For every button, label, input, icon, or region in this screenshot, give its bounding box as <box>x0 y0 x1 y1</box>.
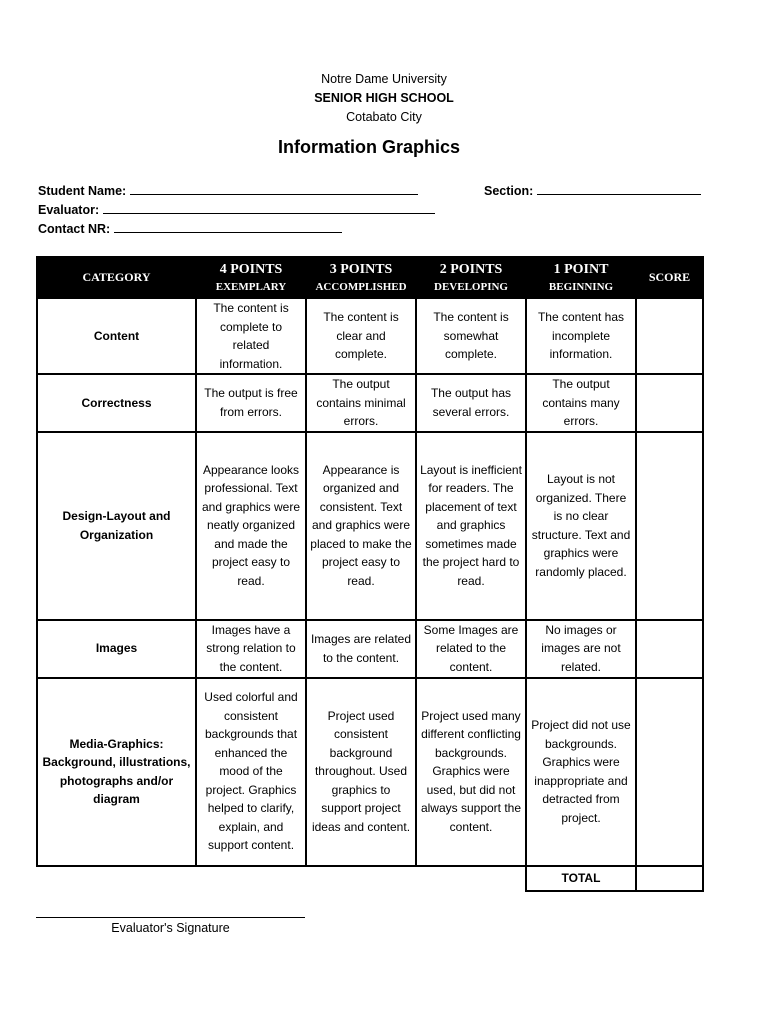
document-title: Information Graphics <box>277 137 461 157</box>
criteria-cell: Appearance looks professional. Text and graphics were neatly organized and made the project easy to read. <box>196 432 306 620</box>
student-name-field <box>38 181 418 198</box>
criteria-cell: Layout is inefficient for readers. The placement of text and graphics sometimes made the project hard to read. <box>416 432 526 620</box>
student-name-label: Student Name: <box>38 184 127 198</box>
total-label: TOTAL <box>526 866 636 891</box>
contact-field <box>38 219 342 236</box>
category-images: Images <box>37 620 196 678</box>
criteria-cell: Appearance is organized and consistent. Text and graphics were placed to make the project easy to read. <box>306 432 416 620</box>
score-cell[interactable] <box>636 620 703 678</box>
total-row <box>37 866 703 891</box>
evaluator-blank[interactable] <box>103 200 435 214</box>
category-content: Content <box>37 298 196 374</box>
criteria-cell: Layout is not organized. There is no clear structure. Text and graphics were randomly placed. <box>526 432 636 620</box>
signature-line[interactable] <box>36 917 305 918</box>
total-score-cell[interactable] <box>636 866 703 891</box>
header-level-1-points: 1 POINT <box>553 262 609 277</box>
rubric-table <box>36 256 704 892</box>
criteria-cell: The output contains minimal errors. <box>306 374 416 432</box>
spacer-cell <box>306 866 416 891</box>
criteria-cell: Project used many different conflicting backgrounds. Graphics were used, but did not always support the content. <box>416 678 526 866</box>
section-blank[interactable] <box>537 181 701 195</box>
row-correctness <box>37 374 703 432</box>
section-field <box>484 181 701 198</box>
score-cell[interactable] <box>636 374 703 432</box>
score-cell[interactable] <box>636 298 703 374</box>
row-images <box>37 620 703 678</box>
score-cell[interactable] <box>636 678 703 866</box>
header-level-2-points: 2 POINTS <box>439 262 503 277</box>
criteria-cell: Images have a strong relation to the content. <box>196 620 306 678</box>
header-level-1-label: BEGINNING <box>548 281 614 293</box>
section-label: Section: <box>484 184 534 198</box>
header-level-1 <box>526 257 636 298</box>
header-level-4-points: 4 POINTS <box>219 262 283 277</box>
criteria-cell: Images are related to the content. <box>306 620 416 678</box>
header-level-3 <box>306 257 416 298</box>
header-category: CATEGORY <box>37 257 196 298</box>
school-name: SENIOR HIGH SCHOOL <box>314 91 454 105</box>
header-level-3-points: 3 POINTS <box>329 262 393 277</box>
contact-blank[interactable] <box>114 219 342 233</box>
city-name: Cotabato City <box>346 110 422 124</box>
university-name: Notre Dame University <box>321 72 447 86</box>
criteria-cell: The content is clear and complete. <box>306 298 416 374</box>
header-row <box>37 257 703 298</box>
row-media-graphics <box>37 678 703 866</box>
row-design-layout <box>37 432 703 620</box>
criteria-cell: No images or images are not related. <box>526 620 636 678</box>
header-level-2 <box>416 257 526 298</box>
category-design-layout: Design-Layout and Organization <box>37 432 196 620</box>
evaluator-field <box>38 200 435 217</box>
criteria-cell: The output is free from errors. <box>196 374 306 432</box>
criteria-cell: The output contains many errors. <box>526 374 636 432</box>
contact-label: Contact NR: <box>38 222 111 236</box>
criteria-cell: Some Images are related to the content. <box>416 620 526 678</box>
header-level-2-label: DEVELOPING <box>434 281 508 293</box>
row-content <box>37 298 703 374</box>
criteria-cell: Project used consistent background throughout. Used graphics to support project ideas and content. <box>306 678 416 866</box>
criteria-cell: Project did not use backgrounds. Graphics were inappropriate and detracted from project. <box>526 678 636 866</box>
header-level-4 <box>196 257 306 298</box>
header-level-4-label: EXEMPLARY <box>215 281 287 293</box>
category-media-graphics: Media-Graphics: Background, illustrations, photographs and/or diagram <box>37 678 196 866</box>
criteria-cell: The content has incomplete information. <box>526 298 636 374</box>
header-level-3-label: ACCOMPLISHED <box>315 281 407 293</box>
criteria-cell: Used colorful and consistent backgrounds that enhanced the mood of the project. Graphics helped to clarify, explain, and support content. <box>196 678 306 866</box>
criteria-cell: The content is somewhat complete. <box>416 298 526 374</box>
criteria-cell: The content is complete to related information. <box>196 298 306 374</box>
signature-label: Evaluator's Signature <box>111 921 230 935</box>
category-correctness: Correctness <box>37 374 196 432</box>
spacer-cell <box>196 866 306 891</box>
spacer-cell <box>416 866 526 891</box>
criteria-cell: The output has several errors. <box>416 374 526 432</box>
score-cell[interactable] <box>636 432 703 620</box>
header-score: SCORE <box>636 257 703 298</box>
spacer-cell <box>37 866 196 891</box>
evaluator-label: Evaluator: <box>38 203 100 217</box>
student-name-blank[interactable] <box>130 181 418 195</box>
